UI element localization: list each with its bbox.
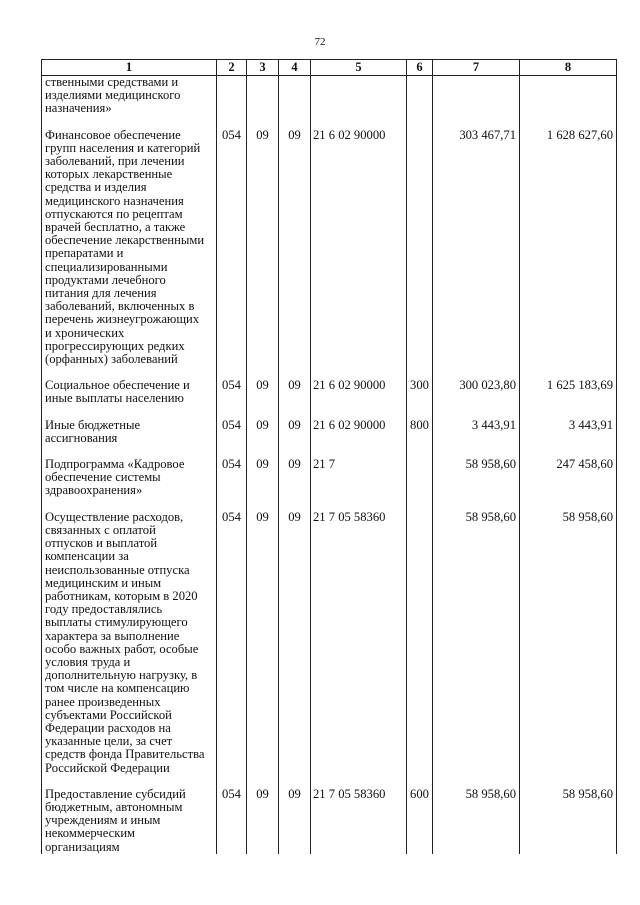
cell-amount-total: 1 625 183,69 (520, 379, 617, 405)
cell-subsection: 09 (279, 419, 311, 445)
cell-expense-type (407, 129, 433, 367)
cell-name: Подпрограмма «Кадровое обеспечение системы здравоохранения» (42, 458, 217, 498)
cell-name: Социальное обеспечение и иные выплаты населению (42, 379, 217, 405)
cell-section: 09 (247, 511, 279, 775)
cell-ministry-code: 054 (217, 129, 247, 367)
table-row (42, 419, 617, 445)
cell-amount-total: 3 443,91 (520, 419, 617, 445)
cell-section: 09 (247, 419, 279, 445)
table-header-row (42, 60, 617, 76)
cell-section: 09 (247, 129, 279, 367)
cell-target-article: 21 6 02 90000 (311, 129, 407, 367)
column-header: 6 (407, 60, 433, 76)
cell-expense-type (407, 76, 433, 116)
cell-amount-total: 247 458,60 (520, 458, 617, 498)
table-row (42, 788, 617, 854)
cell-name: Предоставление субсидий бюджетным, автономным учреждениям и иным некоммерческим организациям (42, 788, 217, 854)
cell-amount-2021: 300 023,80 (433, 379, 520, 405)
cell-name: Финансовое обеспечение групп населения и категорий заболеваний, при лечении которых лекарственные средства и изделия медицинского назначения отпускаются по рецептам врачей бесплатно, а также обеспечение лекарственными препаратами и специализированными продуктами лечебного питания для лечения заболеваний, включенных в перечень жизнеугрожающих и хронических прогрессирующих редких (орфанных) заболеваний (42, 129, 217, 367)
table-row (42, 129, 617, 367)
cell-amount-total: 58 958,60 (520, 788, 617, 854)
column-header: 8 (520, 60, 617, 76)
cell-expense-type (407, 458, 433, 498)
column-header: 7 (433, 60, 520, 76)
cell-ministry-code: 054 (217, 379, 247, 405)
cell-ministry-code (217, 76, 247, 116)
cell-subsection: 09 (279, 129, 311, 367)
cell-amount-2021: 58 958,60 (433, 511, 520, 775)
column-header: 3 (247, 60, 279, 76)
cell-ministry-code: 054 (217, 419, 247, 445)
budget-table (41, 59, 617, 854)
cell-amount-2021: 58 958,60 (433, 458, 520, 498)
cell-ministry-code: 054 (217, 458, 247, 498)
cell-ministry-code: 054 (217, 511, 247, 775)
table-row (42, 458, 617, 498)
cell-subsection: 09 (279, 788, 311, 854)
cell-target-article: 21 7 05 58360 (311, 511, 407, 775)
cell-amount-2021: 3 443,91 (433, 419, 520, 445)
cell-expense-type: 600 (407, 788, 433, 854)
cell-target-article: 21 7 (311, 458, 407, 498)
cell-subsection: 09 (279, 458, 311, 498)
cell-amount-2021: 303 467,71 (433, 129, 520, 367)
cell-ministry-code: 054 (217, 788, 247, 854)
cell-subsection: 09 (279, 379, 311, 405)
cell-section: 09 (247, 379, 279, 405)
cell-section (247, 76, 279, 116)
cell-target-article: 21 7 05 58360 (311, 788, 407, 854)
cell-name: Осуществление расходов, связанных с оплатой отпусков и выплатой компенсации за неиспользованные отпуска медицинским и иным работникам, которым в 2020 году предоставлялись выплаты стимулирующего характера за выполнение особо важных работ, особые условия труда и дополнительную нагрузку, в том числе на компенсацию ранее произведенных субъектами Российской Федерации расходов на указанные цели, за счет средств фонда Правительства Российской Федерации (42, 511, 217, 775)
column-header: 5 (311, 60, 407, 76)
cell-target-article: 21 6 02 90000 (311, 379, 407, 405)
cell-subsection (279, 76, 311, 116)
cell-expense-type (407, 511, 433, 775)
column-header: 4 (279, 60, 311, 76)
cell-target-article (311, 76, 407, 116)
cell-amount-total: 1 628 627,60 (520, 129, 617, 367)
cell-target-article: 21 6 02 90000 (311, 419, 407, 445)
page-number: 72 (314, 36, 326, 48)
cell-amount-total: 58 958,60 (520, 511, 617, 775)
cell-name: ственными средствами и изделиями медицинского назначения» (42, 76, 217, 116)
cell-amount-2021 (433, 76, 520, 116)
cell-name: Иные бюджетные ассигнования (42, 419, 217, 445)
cell-subsection: 09 (279, 511, 311, 775)
cell-section: 09 (247, 788, 279, 854)
cell-section: 09 (247, 458, 279, 498)
column-header: 2 (217, 60, 247, 76)
column-header: 1 (42, 60, 217, 76)
cell-amount-2021: 58 958,60 (433, 788, 520, 854)
table-row (42, 511, 617, 775)
table-row (42, 379, 617, 405)
cell-expense-type: 300 (407, 379, 433, 405)
cell-expense-type: 800 (407, 419, 433, 445)
cell-amount-total (520, 76, 617, 116)
table-row (42, 76, 617, 116)
